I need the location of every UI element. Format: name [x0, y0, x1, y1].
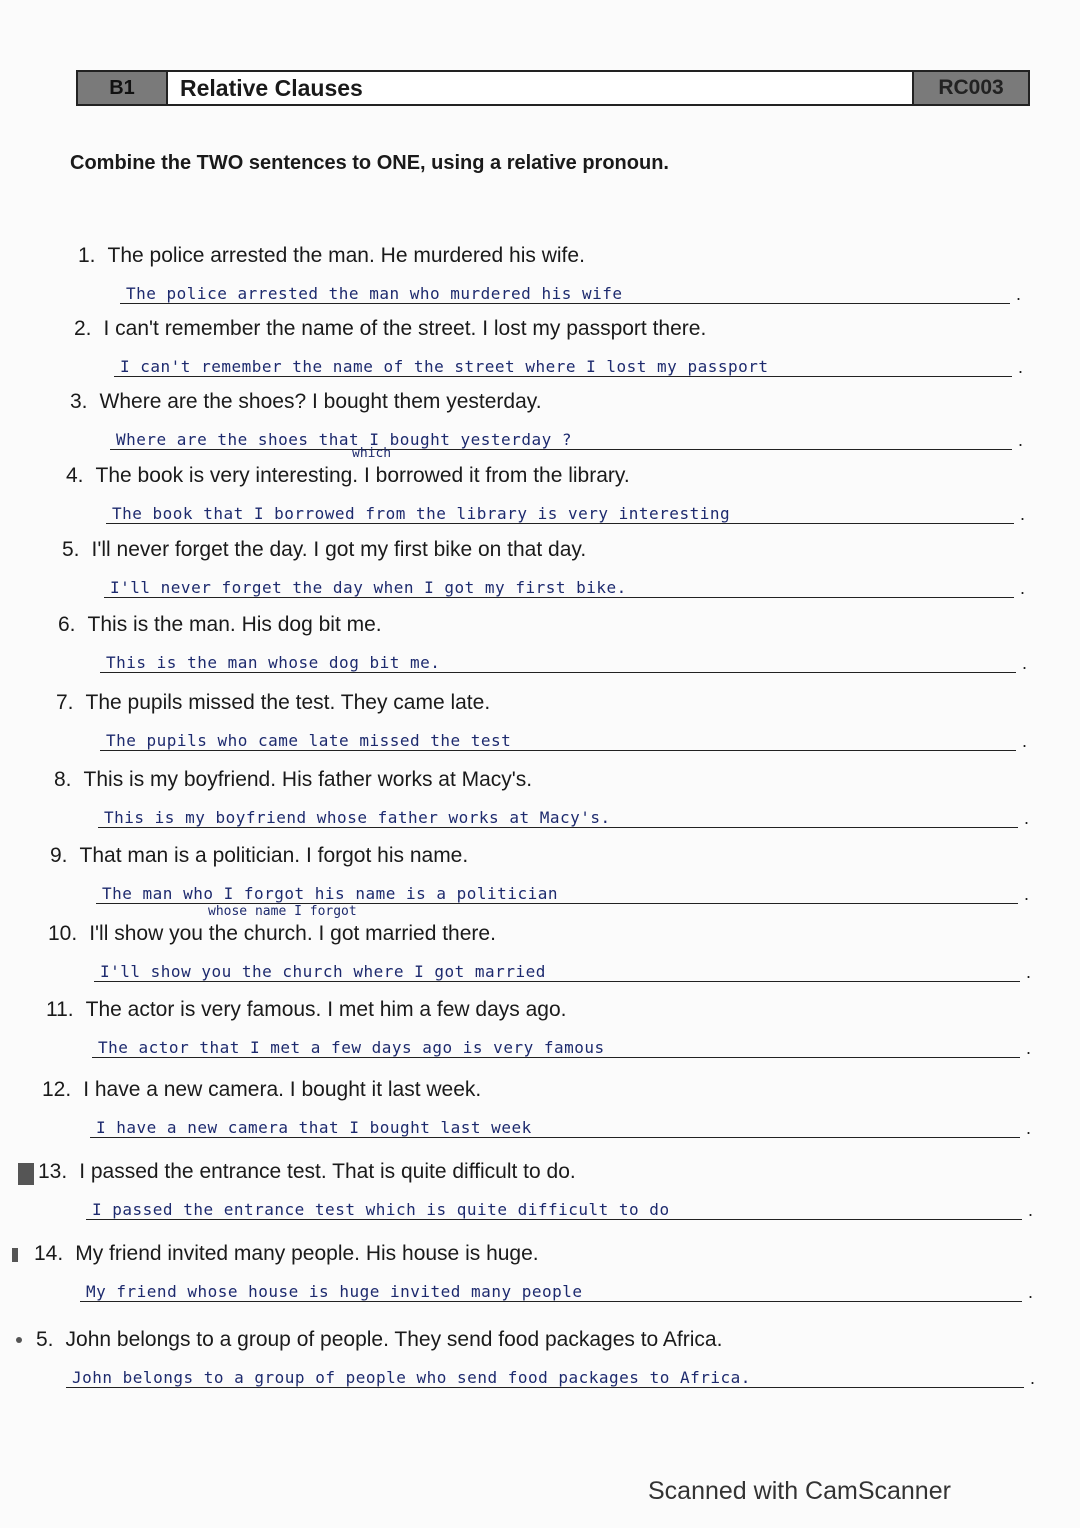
item-number: 5.: [62, 538, 80, 561]
answer-line[interactable]: [66, 1358, 1024, 1388]
line-end-dot: .: [1018, 430, 1024, 450]
scan-mark: [16, 1337, 22, 1343]
answer-line[interactable]: [96, 874, 1018, 904]
question-text: [66, 464, 630, 488]
worksheet-code: RC003: [912, 72, 1028, 104]
item-number: 3.: [70, 390, 88, 413]
line-end-dot: .: [1020, 504, 1026, 524]
line-end-dot: .: [1026, 962, 1032, 982]
item-number: 4.: [66, 464, 84, 487]
handwritten-answer: I'll show you the church where I got married: [100, 962, 546, 981]
handwritten-answer: I can't remember the name of the street where I lost my passport: [120, 357, 769, 376]
handwritten-answer: Where are the shoes that I bought yesterday ?: [116, 430, 572, 449]
item-number: 1.: [78, 244, 96, 267]
handwritten-answer: I have a new camera that I bought last week: [96, 1118, 532, 1137]
line-end-dot: .: [1024, 884, 1030, 904]
item-number: 13.: [38, 1160, 68, 1183]
item-number: 14.: [34, 1242, 64, 1265]
question-text: [78, 244, 585, 268]
handwritten-answer: The police arrested the man who murdered his wife: [126, 284, 623, 303]
question-text: [56, 691, 490, 715]
handwritten-answer: This is the man whose dog bit me.: [106, 653, 441, 672]
scan-mark: [12, 1248, 18, 1262]
question-sentence: That man is a politician. I forgot his name.: [79, 844, 469, 867]
line-end-dot: .: [1024, 808, 1030, 828]
answer-line[interactable]: [120, 274, 1010, 304]
line-end-dot: .: [1028, 1200, 1034, 1220]
line-end-dot: .: [1022, 731, 1028, 751]
answer-line[interactable]: [100, 643, 1016, 673]
answer-line[interactable]: [106, 494, 1014, 524]
question-text: [50, 844, 468, 868]
line-end-dot: .: [1022, 653, 1028, 673]
answer-line[interactable]: [92, 1028, 1020, 1058]
question-sentence: This is the man. His dog bit me.: [87, 613, 382, 636]
instruction: Combine the TWO sentences to ONE, using a relative pronoun.: [70, 152, 669, 174]
question-text: [46, 998, 567, 1022]
question-text: [48, 922, 496, 946]
question-sentence: I have a new camera. I bought it last week.: [83, 1078, 482, 1101]
question-sentence: I can't remember the name of the street. I lost my passport there.: [103, 317, 707, 340]
question-text: [62, 538, 586, 562]
question-text: [74, 317, 706, 341]
question-text: [58, 613, 382, 637]
handwritten-answer: I'll never forget the day when I got my first bike.: [110, 578, 627, 597]
question-sentence: I'll show you the church. I got married there.: [89, 922, 496, 945]
answer-line[interactable]: [100, 721, 1016, 751]
item-number: 2.: [74, 317, 92, 340]
item-number: 5.: [36, 1328, 54, 1351]
question-sentence: The book is very interesting. I borrowed it from the library.: [95, 464, 630, 487]
question-sentence: The actor is very famous. I met him a few days ago.: [85, 998, 567, 1021]
question-sentence: This is my boyfriend. His father works at Macy's.: [83, 768, 533, 791]
line-end-dot: .: [1018, 357, 1024, 377]
line-end-dot: .: [1020, 578, 1026, 598]
question-text: [70, 390, 542, 414]
line-end-dot: .: [1016, 284, 1022, 304]
item-number: 8.: [54, 768, 72, 791]
handwritten-answer: My friend whose house is huge invited many people: [86, 1282, 583, 1301]
line-end-dot: .: [1030, 1368, 1036, 1388]
question-sentence: I passed the entrance test. That is quite difficult to do.: [79, 1160, 576, 1183]
question-sentence: My friend invited many people. His house is huge.: [75, 1242, 539, 1265]
item-number: 10.: [48, 922, 78, 945]
line-end-dot: .: [1026, 1118, 1032, 1138]
answer-line[interactable]: [94, 952, 1020, 982]
answer-line[interactable]: [90, 1108, 1020, 1138]
handwritten-answer: The man who I forgot his name is a politician: [102, 884, 558, 903]
scanner-watermark: Scanned with CamScanner: [648, 1477, 951, 1505]
item-number: 11.: [46, 998, 74, 1021]
item-number: 7.: [56, 691, 74, 714]
question-sentence: Where are the shoes? I bought them yesterday.: [99, 390, 542, 413]
question-sentence: The pupils missed the test. They came late.: [85, 691, 491, 714]
answer-line[interactable]: [104, 568, 1014, 598]
question-sentence: John belongs to a group of people. They send food packages to Africa.: [65, 1328, 723, 1351]
question-sentence: I'll never forget the day. I got my first bike on that day.: [91, 538, 587, 561]
question-text: [34, 1242, 539, 1266]
line-end-dot: .: [1026, 1038, 1032, 1058]
handwritten-answer: The book that I borrowed from the library is very interesting: [112, 504, 731, 523]
handwritten-answer: I passed the entrance test which is quite difficult to do: [92, 1200, 670, 1219]
handwritten-answer: John belongs to a group of people who send food packages to Africa.: [72, 1368, 751, 1387]
answer-line[interactable]: [114, 347, 1012, 377]
answer-line[interactable]: [80, 1272, 1022, 1302]
answer-line[interactable]: [98, 798, 1018, 828]
level-badge: B1: [78, 72, 168, 104]
question-text: [38, 1160, 576, 1184]
handwritten-answer: The pupils who came late missed the test: [106, 731, 512, 750]
worksheet-title: Relative Clauses: [180, 74, 363, 101]
question-text: [42, 1078, 481, 1102]
handwritten-answer: The actor that I met a few days ago is very famous: [98, 1038, 605, 1057]
item-number: 9.: [50, 844, 68, 867]
handwritten-correction: which: [352, 446, 392, 461]
worksheet-header: [76, 70, 1030, 106]
item-number: 12.: [42, 1078, 72, 1101]
question-text: [54, 768, 532, 792]
scan-mark: [18, 1163, 34, 1185]
handwritten-correction: whose name I forgot: [208, 904, 357, 919]
question-sentence: The police arrested the man. He murdered his wife.: [107, 244, 585, 267]
answer-line[interactable]: [110, 420, 1012, 450]
answer-line[interactable]: [86, 1190, 1022, 1220]
item-number: 6.: [58, 613, 76, 636]
line-end-dot: .: [1028, 1282, 1034, 1302]
handwritten-answer: This is my boyfriend whose father works at Macy's.: [104, 808, 611, 827]
question-text: [36, 1328, 722, 1352]
